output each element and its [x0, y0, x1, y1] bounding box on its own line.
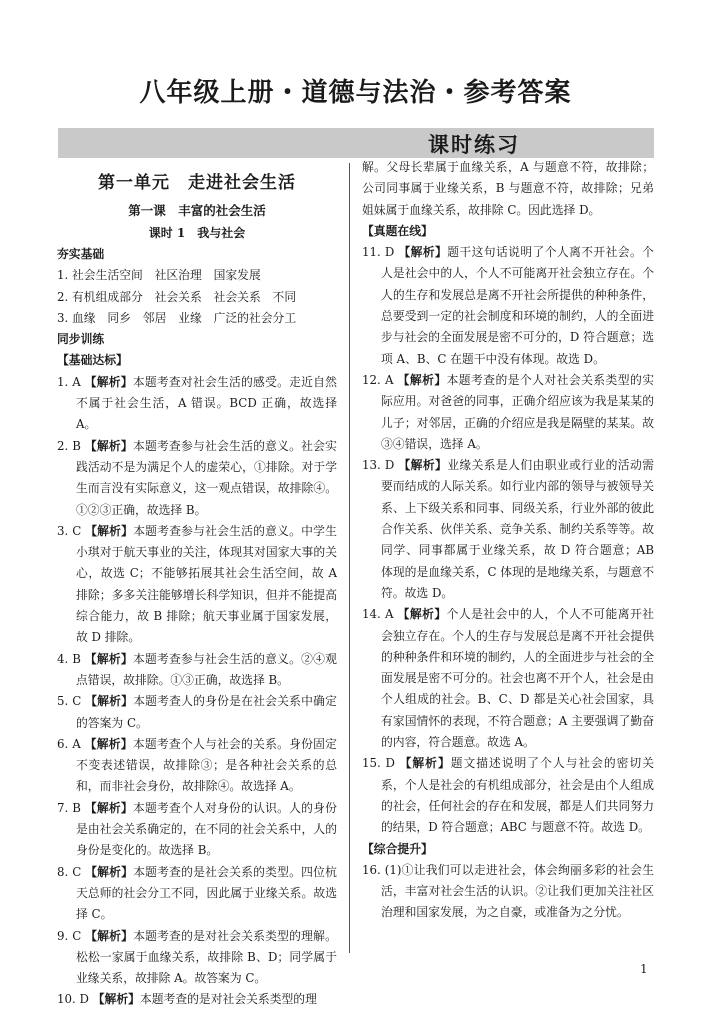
- answer-number: 9. C: [57, 928, 82, 943]
- analysis-tag: 【解析】: [84, 438, 133, 453]
- answer-item: [57, 372, 337, 436]
- analysis-tag: 【解析】: [397, 372, 447, 387]
- answer-number: 6. A: [57, 736, 81, 751]
- left-column: [57, 168, 337, 1011]
- answer-text: 本题考查的是个人对社会关系类型的实际应用。对爸爸的同事，正确介绍应该为我是某某的儿子；对邻居，正确的介绍应是我是隔壁的某某。故③④错误，选择 A。: [381, 372, 655, 451]
- answer-number: 3. C: [57, 523, 82, 538]
- answer-text: 题干这句话说明了个人离不开社会。个人是社会中的人，个人不可能离开社会独立存在。个人的生存和发展总是离不开社会所提供的种种条件，总要受到一定的社会制度和环境的制约，人的全面进步与社会的全面发展是密不可分的，D 符合题意；选项 A、B、C 在题干中没有体现。故选 D。: [381, 245, 654, 366]
- analysis-tag: 【解析】: [92, 992, 140, 1007]
- basics-heading: 夯实基础: [57, 247, 105, 261]
- analysis-tag: 【解析】: [398, 245, 448, 260]
- comprehensive-heading: 【综合提升】: [362, 841, 433, 856]
- analysis-tag: 【解析】: [85, 928, 134, 943]
- answer-item: [362, 753, 654, 838]
- answer-text: 个人是社会中的人，个人不可能离开社会独立存在。个人的生存与发展总是离不开社会提供的种种条件和环境的制约，人的全面进步与社会的全面发展是密不可分的。社会也离不开个人，社会是由个人组成的社会。B、C、D 都是关心社会国家，具有家国情怀的表现，不符合题意；A 主要强调了勤奋的内容，符合题意。故选 A。: [381, 607, 655, 750]
- answer-item: [57, 989, 337, 1010]
- analysis-tag: 【解析】: [399, 756, 451, 771]
- answer-text: 本题考查参与社会生活的意义。②④观点错误，故排除。①③正确，故选择 B。: [76, 651, 337, 687]
- answer-text: 本题考查对社会生活的感受。走近自然不属于社会生活，A 错误。BCD 正确，故选择 A。: [76, 374, 337, 432]
- answer-text: 本题考查的是社会关系的类型。四位杭天总师的社会分工不同，因此属于业缘关系。故选择 C。: [76, 864, 337, 922]
- period-title: 课时 1 我与社会: [148, 226, 246, 240]
- column-divider: [349, 163, 350, 953]
- section-banner-label: 课时练习: [428, 133, 520, 157]
- sync-heading: 同步训练: [57, 332, 105, 347]
- answer-item: [362, 370, 654, 455]
- analysis-tag: 【解析】: [85, 523, 134, 538]
- answer-text: 本题考查个人对身份的认识。人的身份是由社会关系确定的，在不同的社会关系中，人的身份是变化的。故选择 B。: [76, 800, 337, 858]
- answer-item: [362, 455, 654, 604]
- answer-number: 4. B: [57, 651, 81, 666]
- answer-text: 业缘关系是人们由职业或行业的活动需要而结成的人际关系。如行业内部的领导与被领导关系、上下级关系和同事、同级关系，行业外部的彼此合作关系、伙伴关系、竞争关系、制约关系等等。故同学、同事都属于业缘关系，故 D 符合题意；AB 体现的是血缘关系，C 体现的是地缘关系，与题意不符。故选 D。: [381, 458, 654, 600]
- exam-heading: 【真题在线】: [362, 223, 433, 238]
- answer-number: 10. D: [57, 992, 89, 1007]
- analysis-tag: 【解析】: [84, 800, 133, 815]
- answer-text: 本题考查人的身份是在社会关系中确定的答案为 C。: [76, 694, 337, 730]
- answer-item: [57, 734, 337, 798]
- answer-item: [57, 798, 337, 862]
- answer-number: 2. B: [57, 438, 81, 453]
- analysis-tag: 【解析】: [397, 607, 447, 622]
- answer-text: 本题考查个人与社会的关系。身份固定不变表述错误，故排除③；是各种社会关系的总和，而非社会身份，故排除④。故选择 A。: [76, 736, 337, 794]
- answer-text: 题文描述说明了个人与社会的密切关系，个人是社会的有机组成部分，社会是由个人组成的社会，任何社会的存在和发展，都是人们共同努力的结果，D 符合题意；ABC 与题意不符。故选 D。: [381, 756, 654, 835]
- answer-item: [57, 436, 337, 521]
- basics-item: 1. 社会生活空间 社区治理 国家发展: [57, 268, 261, 283]
- answer-number: 1. A: [57, 374, 81, 389]
- basics-item: 2. 有机组成部分 社会关系 社会关系 不同: [57, 289, 297, 304]
- answer-continuation: 解。父母长辈属于血缘关系，A 与题意不符，故排除；公司同事属于业缘关系，B 与题意不符，故排除；兄弟姐妹属于血缘关系，故排除 C。因此选择 D。: [362, 160, 654, 217]
- basics-item: 3. 血缘 同乡 邻居 业缘 广泛的社会分工: [57, 310, 297, 325]
- answer-text: 本题考查的是对社会关系类型的理解。松松一家属于血缘关系，故排除 B、D；同学属于业缘关系，故排除 A。故答案为 C。: [76, 928, 337, 986]
- analysis-tag: 【解析】: [84, 374, 133, 389]
- answer-item: [362, 604, 654, 753]
- answer-number: 13. D: [362, 458, 395, 473]
- analysis-tag: 【解析】: [84, 736, 133, 751]
- page-number: 1: [640, 962, 648, 976]
- answer-list: [57, 372, 337, 1011]
- answer-number: 12. A: [362, 372, 394, 387]
- answer-list: [362, 242, 654, 838]
- answer-text: 本题考查参与社会生活的意义。社会实践活动不是为满足个人的虚荣心，①排除。对于学生而言没有实际意义，这一观点错误，故排除④。①②③正确，故选择 B。: [76, 438, 337, 517]
- right-column: [362, 157, 654, 924]
- answer-item: [57, 691, 337, 734]
- analysis-tag: 【解析】: [84, 651, 133, 666]
- answer-item: [57, 649, 337, 692]
- lesson-title: 第一课 丰富的社会生活: [128, 203, 266, 218]
- answer-item: [57, 862, 337, 926]
- answer-number: 7. B: [57, 800, 81, 815]
- answer-number: 11. D: [362, 245, 395, 260]
- section-banner: [58, 128, 654, 158]
- question-16-answer: 16. (1)①让我们可以走进社会，体会绚丽多彩的社会生活，丰富对社会生活的认识。②让我们更加关注社区治理和国家发展，为之自豪，或准备为之分忧。: [362, 862, 654, 920]
- answer-item: [362, 242, 654, 370]
- answer-number: 5. C: [57, 694, 82, 709]
- answer-number: 14. A: [362, 607, 394, 622]
- page-title: 八年级上册・道德与法治・参考答案: [139, 78, 572, 108]
- analysis-tag: 【解析】: [398, 458, 448, 473]
- answer-number: 8. C: [57, 864, 82, 879]
- answer-item: [57, 521, 337, 649]
- unit-title: 第一单元 走进社会生活: [98, 173, 296, 193]
- answer-item: [57, 926, 337, 990]
- answer-number: 15. D: [362, 756, 395, 771]
- analysis-tag: 【解析】: [85, 694, 134, 709]
- basic-goal-heading: 【基础达标】: [57, 353, 128, 368]
- answer-text: 本题考查参与社会生活的意义。中学生小琪对于航天事业的关注，体现其对国家大事的关心，故选 C；不能够拓展其社会生活空间，故 A 排除；多多关注能够增长科学知识，但并不能提高综合能力，故 B 排除；航天事业属于国家发展，故 D 排除。: [76, 523, 337, 645]
- answer-text: 本题考查的是对社会关系类型的理: [139, 992, 317, 1007]
- analysis-tag: 【解析】: [85, 864, 134, 879]
